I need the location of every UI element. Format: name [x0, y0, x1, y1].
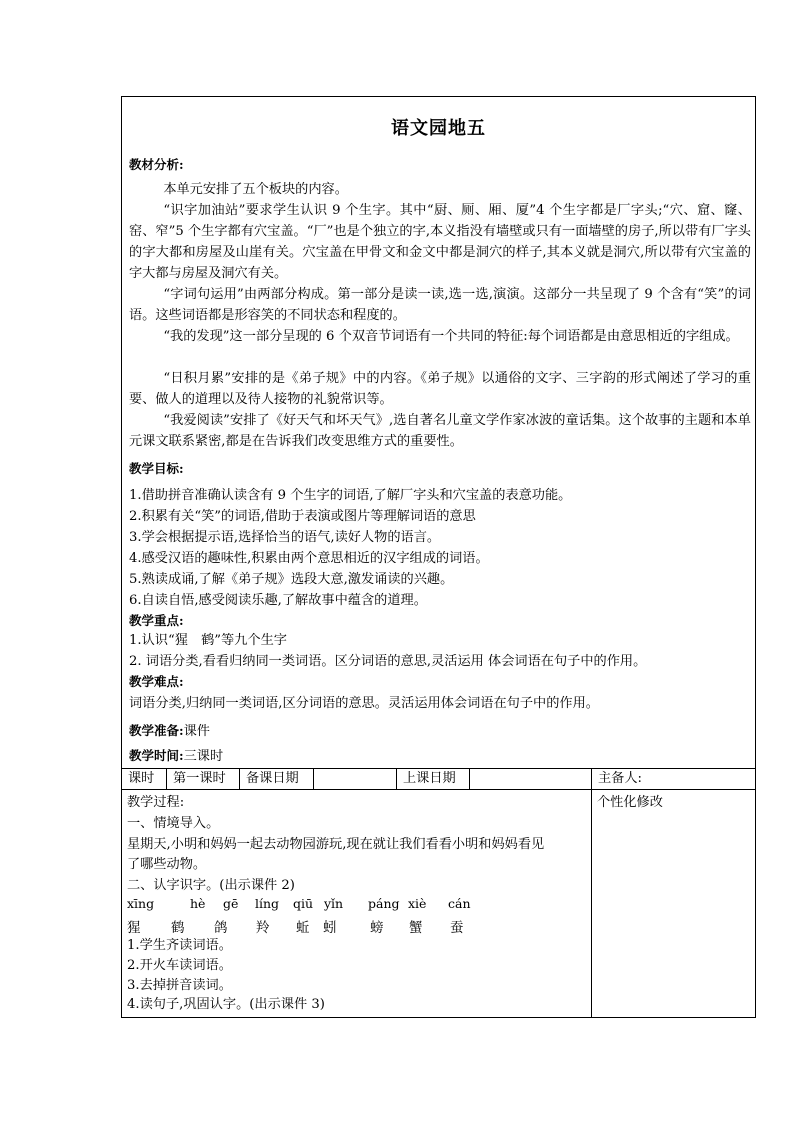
hanzi-6: 蚓	[323, 920, 337, 936]
difficulty-heading: 教学难点:	[129, 674, 184, 689]
difficulty-text: 词语分类,归纳同一类词语,区分词语的意思。灵活运用体会词语在句子中的作用。	[129, 696, 599, 711]
goal-item-4: 4.感受汉语的趣味性,积累由两个意思相近的汉字组成的词语。	[129, 551, 489, 566]
prep-line	[129, 720, 210, 742]
analysis-paragraph-1: 本单元安排了五个板块的内容。	[163, 182, 348, 197]
hanzi-4: 羚	[256, 920, 270, 936]
overview-cell	[122, 97, 755, 768]
goals-heading: 教学目标:	[129, 461, 184, 476]
pinyin-8: xiè	[408, 896, 427, 911]
analysis-heading: 教材分析:	[129, 157, 184, 172]
keypoint-item-2: 2. 词语分类,看看归纳同一类词语。区分词语的意思,灵活运用 体会词语在句子中的作用。	[129, 654, 647, 669]
hanzi-2: 鹤	[171, 920, 185, 936]
hanzi-8: 蟹	[409, 920, 423, 936]
goal-item-3: 3.学会根据提示语,选择恰当的语气,读好人物的语言。	[129, 530, 441, 545]
author-label: 主备人:	[598, 771, 643, 786]
process-step-1: 一、情境导入。	[127, 816, 220, 831]
process-step-2: 二、认字识字。(出示课件 2)	[127, 878, 295, 893]
pinyin-9: cán	[448, 896, 471, 911]
goal-item-5: 5.熟读成诵,了解《弟子规》选段大意,激发诵读的兴趣。	[129, 572, 454, 587]
hanzi-7: 螃	[370, 920, 384, 936]
pinyin-3: gē	[223, 896, 239, 911]
prep-date-label: 备课日期	[240, 769, 314, 789]
time-line	[129, 745, 223, 767]
pinyin-4: líng	[255, 896, 280, 911]
analysis-paragraph-2: “识字加油站”要求学生认识 9 个生字。其中“厨、厕、厢、厦”4 个生字都是厂字头;“穴、窟、窿、窑、窄”5 个生字都有穴宝盖。“厂”也是个独立的字,本义指没有墙壁或只有一面墙壁的房子,所以带有厂字头的字大都和房屋及山崖有关。穴宝盖在甲骨文和金文中都是洞穴的样子,其本义就是洞穴,所以带有穴宝盖的字大都与房屋及洞穴有关。	[129, 203, 751, 281]
teaching-process-cell	[122, 790, 592, 1017]
intro-line-1: 星期天,小明和妈妈一起去动物园游玩,现在就让我们看看小明和妈妈看见	[127, 837, 545, 852]
hanzi-row	[122, 916, 592, 936]
personal-revision-cell[interactable]	[592, 790, 755, 1017]
pinyin-5: qiū	[293, 896, 314, 911]
goal-item-2: 2.积累有关“笑”的词语,借助于表演或图片等理解词语的意思	[129, 509, 476, 524]
hanzi-1: 猩	[127, 920, 141, 936]
hanzi-3: 鸽	[214, 920, 228, 936]
class-date-label: 上课日期	[397, 769, 470, 789]
keypoints-heading: 教学重点:	[129, 613, 184, 628]
pinyin-2: hè	[190, 896, 206, 911]
task-1: 1.学生齐读词语。	[127, 938, 232, 953]
task-2: 2.开火车读词语。	[127, 958, 232, 973]
time-value: 三课时	[183, 749, 224, 764]
pinyin-6: yǐn	[324, 896, 344, 911]
lesson-plan-table	[121, 96, 756, 1018]
prep-date-value[interactable]	[314, 769, 397, 789]
prep-value: 课件	[183, 724, 210, 739]
process-heading: 教学过程:	[127, 795, 185, 810]
analysis-paragraph-4: “我的发现”这一部分呈现的 6 个双音节词语有一个共同的特征:每个词语都是由意思相近的字组成。	[163, 329, 739, 344]
time-heading: 教学时间:	[129, 748, 184, 763]
pinyin-7: páng	[368, 896, 400, 911]
analysis-paragraph-5: “日积月累”安排的是《弟子规》中的内容。《弟子规》以通俗的文字、三字韵的形式阐述了学习的重要、做人的道理以及待人接物的礼貌常识等。	[129, 371, 751, 407]
task-3: 3.去掉拼音读词。	[127, 978, 232, 993]
lesson-meta-row	[122, 768, 755, 790]
hanzi-5: 蚯	[296, 920, 310, 936]
goal-item-6: 6.自读自悟,感受阅读乐趣,了解故事中蕴含的道理。	[129, 593, 427, 608]
page-title: 语文园地五	[391, 118, 486, 139]
keypoint-item-1: 1.认识“猩 鹤”等九个生字	[129, 633, 287, 648]
lesson-value: 第一课时	[167, 769, 240, 789]
pinyin-1: xīng	[127, 896, 155, 911]
class-date-value[interactable]	[470, 769, 592, 789]
intro-line-2: 了哪些动物。	[127, 857, 207, 872]
task-4: 4.读句子,巩固认字。(出示课件 3)	[127, 997, 325, 1012]
hanzi-9: 蚕	[450, 920, 464, 936]
prep-heading: 教学准备:	[129, 723, 184, 738]
analysis-paragraph-3: “字词句运用”由两部分构成。第一部分是读一读,选一选,演演。这部分一共呈现了 9 个含有“笑”的词语。这些词语都是形容笑的不同状态和程度的。	[129, 287, 751, 323]
goal-item-1: 1.借助拼音准确认读含有 9 个生字的词语,了解厂字头和穴宝盖的表意功能。	[129, 488, 572, 503]
lesson-label: 课时	[122, 769, 167, 789]
pinyin-row	[122, 896, 592, 916]
side-label: 个性化修改	[597, 795, 663, 810]
analysis-paragraph-6: “我爱阅读”安排了《好天气和坏天气》,选自著名儿童文学作家冰波的童话集。这个故事的主题和本单元课文联系紧密,都是在告诉我们改变思维方式的重要性。	[129, 413, 751, 449]
